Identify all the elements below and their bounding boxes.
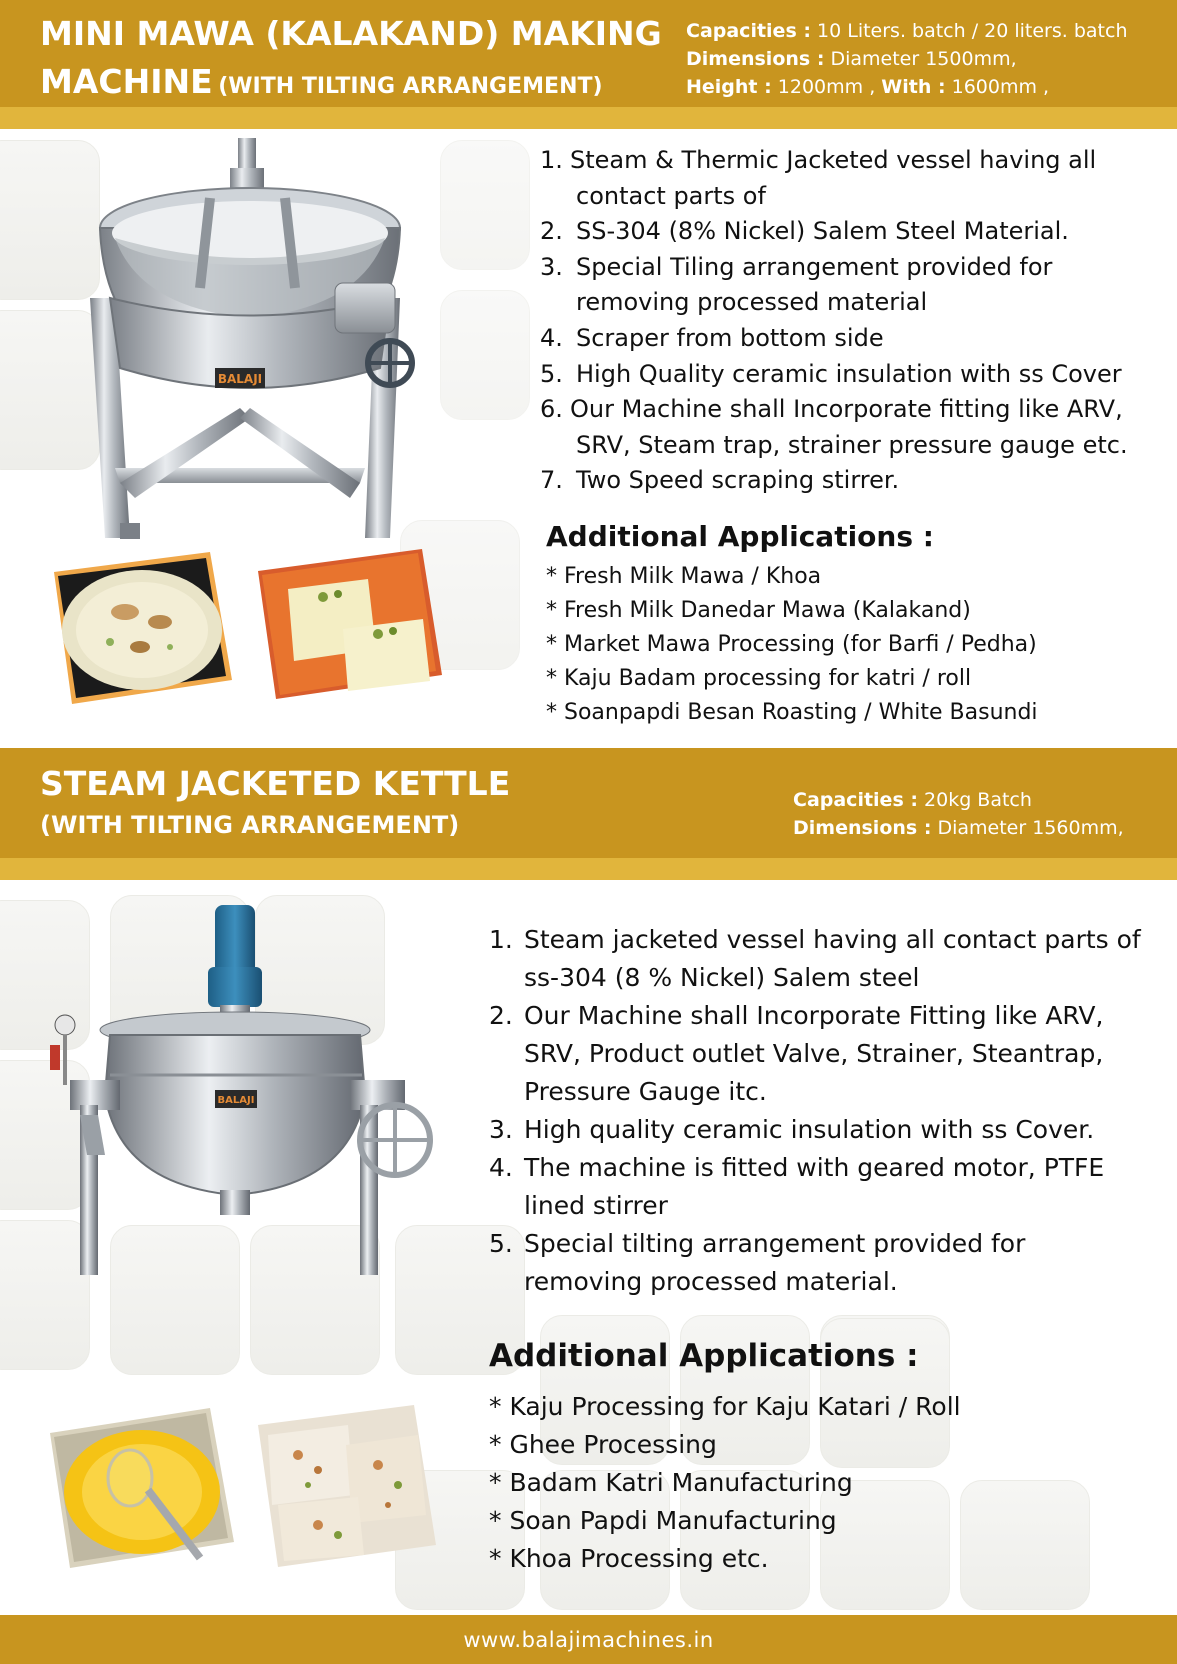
feature-item-2: 2. Our Machine shall Incorporate Fitting like ARV, SRV, Product outlet Valve, Strainer, Steantrap, Pressure Gauge itc. [489,1001,1104,1106]
section1-title-line2 [40,62,603,108]
section2-apps-list [489,1388,961,1578]
section2-title-line2: (WITH TILTING ARRANGEMENT) [40,811,460,839]
section1-specs [686,17,1128,101]
section1-apps-list [546,560,1038,730]
section2-specs [793,786,1124,842]
feature-item-1: 1. Steam jacketed vessel having all contact parts of ss-304 (8 % Nickel) Salem steel [489,925,1141,992]
website-link[interactable]: www.balajimachines.in [463,1627,714,1652]
height-value: 1200mm , [777,76,876,98]
width-label: With : [881,76,946,98]
brand-plate-1: BALAJI [217,372,263,386]
feature-item-5: 5. Special tilting arrangement provided for removing processed material. [489,1229,1026,1296]
app-item: * Fresh Milk Danedar Mawa (Kalakand) [546,598,971,623]
app-item: * Badam Katri Manufacturing [489,1468,853,1497]
feature-item-3: 3. High quality ceramic insulation with ss Cover. [489,1115,1095,1144]
capacities-value: 20kg Batch [924,789,1032,811]
section2-apps-title: Additional Applications : [489,1338,919,1374]
footer-band [0,1615,1177,1664]
feature-item-2: 2. SS-304 (8% Nickel) Salem Steel Material. [540,217,1069,246]
dimensions-value: Diameter 1500mm, [830,48,1017,70]
feature-item-1: 1. Steam & Thermic Jacketed vessel having all contact parts of [540,146,1097,210]
section1-apps-title: Additional Applications : [546,520,934,553]
capacities-value: 10 Liters. batch / 20 liters. batch [817,20,1128,42]
height-label: Height : [686,76,772,98]
dimensions-value: Diameter 1560mm, [937,817,1124,839]
basundi-photo [50,552,235,704]
section1-features-list [540,143,1128,499]
section1-title-sub: (WITH TILTING ARRANGEMENT) [218,74,603,99]
section1-title-main: MACHINE [40,62,213,101]
mawa-machine-image [60,138,460,548]
app-item: * Soanpapdi Besan Roasting / White Basundi [546,700,1038,725]
section1-header-strip [0,107,1177,129]
section1-header-band [0,0,1177,107]
section2-features-list [489,921,1141,1301]
feature-item-4: 4. The machine is fitted with geared motor, PTFE lined stirrer [489,1153,1105,1220]
kalakand-photo [258,549,443,699]
app-item: * Soan Papdi Manufacturing [489,1506,837,1535]
section1-title-line1: MINI MAWA (KALAKAND) MAKING [40,14,662,53]
section2-title-line1: STEAM JACKETED KETTLE [40,764,511,803]
dimensions-label: Dimensions : [793,817,932,839]
capacities-label: Capacities : [793,789,918,811]
kettle-machine-image [50,905,450,1285]
app-item: * Kaju Processing for Kaju Katari / Roll [489,1392,961,1421]
feature-item-5: 5. High Quality ceramic insulation with ss Cover [540,359,1122,388]
section2-header-band [0,748,1177,858]
section2-header-strip [0,858,1177,880]
app-item: * Khoa Processing etc. [489,1544,769,1573]
feature-item-7: 7. Two Speed scraping stirrer. [540,466,900,495]
app-item: * Kaju Badam processing for katri / roll [546,666,972,691]
width-value: 1600mm , [951,76,1050,98]
feature-item-4: 4. Scraper from bottom side [540,323,884,352]
capacities-label: Capacities : [686,20,811,42]
app-item: * Market Mawa Processing (for Barfi / Pedha) [546,632,1037,657]
feature-item-6: 6. Our Machine shall Incorporate fitting like ARV, SRV, Steam trap, strainer pressure gauge etc. [540,395,1128,459]
app-item: * Ghee Processing [489,1430,717,1459]
app-item: * Fresh Milk Mawa / Khoa [546,564,822,589]
dimensions-label: Dimensions : [686,48,825,70]
feature-item-3: 3. Special Tiling arrangement provided for removing processed material [540,252,1053,317]
kaju-katli-photo [258,1405,438,1567]
brand-plate-2: BALAJI [217,1095,255,1106]
ghee-photo [50,1408,235,1568]
